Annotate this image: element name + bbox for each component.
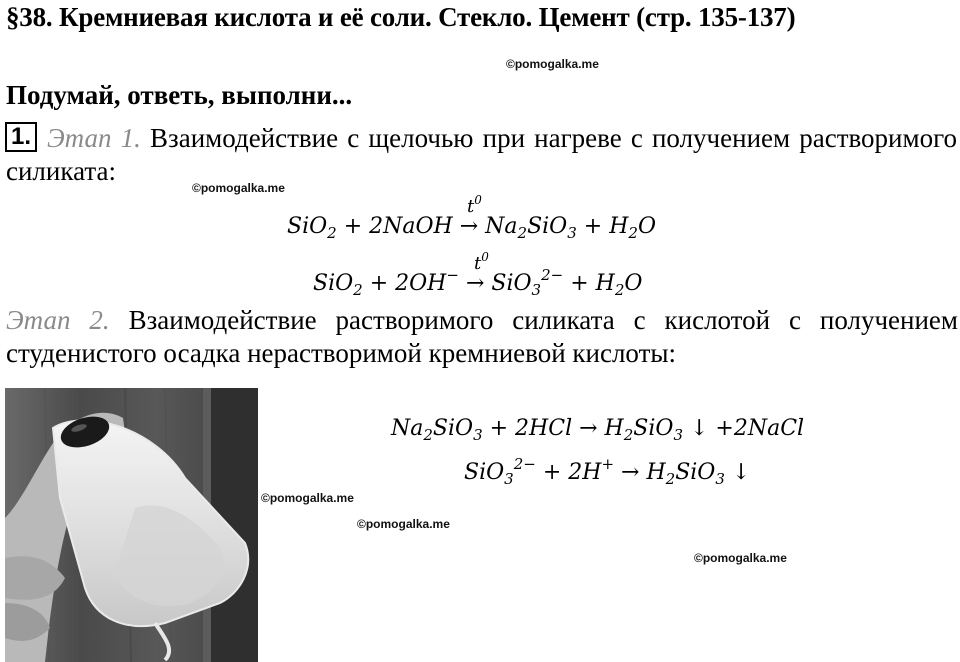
silicic-acid-gel-photo — [5, 388, 258, 662]
stage1-label: Этап 1. — [47, 123, 141, 153]
stage2-text-continued: студенистого осадка нерастворимой кремниевой кислоты: — [6, 338, 677, 368]
watermark-2: ©pomogalka.me — [192, 181, 285, 195]
heat-condition-label-2: $t^0$ — [474, 250, 489, 274]
watermark-5: ©pomogalka.me — [694, 551, 787, 565]
stage2-text: Взаимодействие растворимого силиката с кислотой с получением — [128, 305, 958, 335]
equation-3: $Na_2SiO_3 + 2HCl \to H_2SiO_3$ ↓ +2NaCl — [391, 416, 805, 444]
section-subheading: Подумай, ответь, выполни... — [6, 80, 353, 110]
task-number-box: 1. — [5, 122, 37, 152]
stage1-text: Взаимодействие с щелочью при нагреве с получением растворимого — [150, 123, 957, 153]
watermark-4: ©pomogalka.me — [357, 517, 450, 531]
page-title: §38. Кремниевая кислота и её соли. Стекло. Цемент (стр. 135-137) — [6, 2, 796, 32]
equation-4: $SiO_3^{2-} + 2H^+ \to H_2SiO_3$ ↓ — [464, 455, 751, 488]
stage1-paragraph — [47, 120, 957, 156]
stage1-text-continued: силиката: — [6, 156, 116, 186]
watermark-3: ©pomogalka.me — [261, 491, 354, 505]
equation-1: SiO$_2$ + 2NaOH → $Na_2SiO_3 + H_2O$ — [287, 214, 656, 242]
watermark-1: ©pomogalka.me — [506, 57, 599, 71]
stage2-label: Этап 2. — [6, 305, 110, 335]
equation-2: $SiO_2 + 2OH^- \to SiO_3^{2-} + H_2O$ — [313, 266, 643, 299]
stage2-paragraph — [6, 302, 958, 338]
heat-condition-label-1: $t^0$ — [467, 193, 482, 217]
